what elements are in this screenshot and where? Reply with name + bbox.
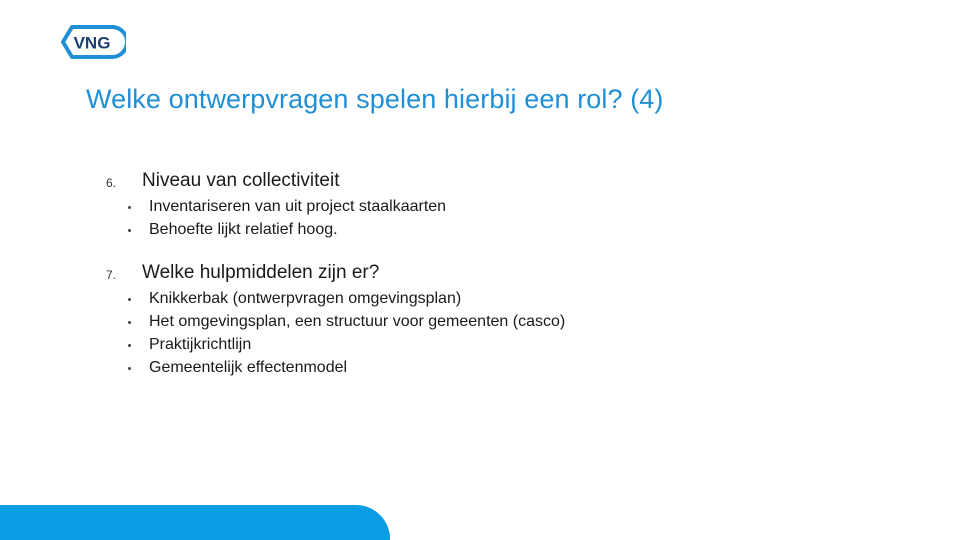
bullet-text: Praktijkrichtlijn — [149, 336, 252, 353]
bullet-text: Knikkerbak (ontwerpvragen omgevingsplan) — [149, 290, 462, 307]
list-item — [106, 311, 806, 334]
bullet-text: Behoefte lijkt relatief hoog. — [149, 221, 338, 238]
bullet-text: Het omgevingsplan, een structuur voor gemeenten (casco) — [149, 313, 566, 330]
section-label: Niveau van collectiviteit — [142, 170, 340, 191]
bullet-icon — [128, 298, 131, 301]
vng-logo — [60, 24, 126, 60]
section-header — [106, 262, 806, 288]
bullet-list — [106, 288, 806, 380]
list-item — [106, 334, 806, 357]
bullet-icon — [128, 344, 131, 347]
bullet-text: Inventariseren van uit project staalkaarten — [149, 198, 447, 215]
section-6 — [106, 170, 806, 242]
bullet-icon — [128, 367, 131, 370]
bullet-text: Gemeentelijk effectenmodel — [149, 359, 348, 376]
list-item — [106, 357, 806, 380]
bullet-icon — [128, 206, 131, 209]
footer-accent-bar — [0, 505, 390, 540]
list-item — [106, 219, 806, 242]
section-label: Welke hulpmiddelen zijn er? — [142, 262, 380, 283]
list-item — [106, 196, 806, 219]
section-number: 6. — [106, 176, 117, 190]
logo-text: VNG — [73, 33, 111, 53]
section-number: 7. — [106, 268, 117, 282]
bullet-icon — [128, 321, 131, 324]
page-title: Welke ontwerpvragen spelen hierbij een rol? (4) — [86, 84, 664, 114]
list-item — [106, 288, 806, 311]
section-7 — [106, 262, 806, 380]
section-header — [106, 170, 806, 196]
bullet-list — [106, 196, 806, 242]
bullet-icon — [128, 229, 131, 232]
